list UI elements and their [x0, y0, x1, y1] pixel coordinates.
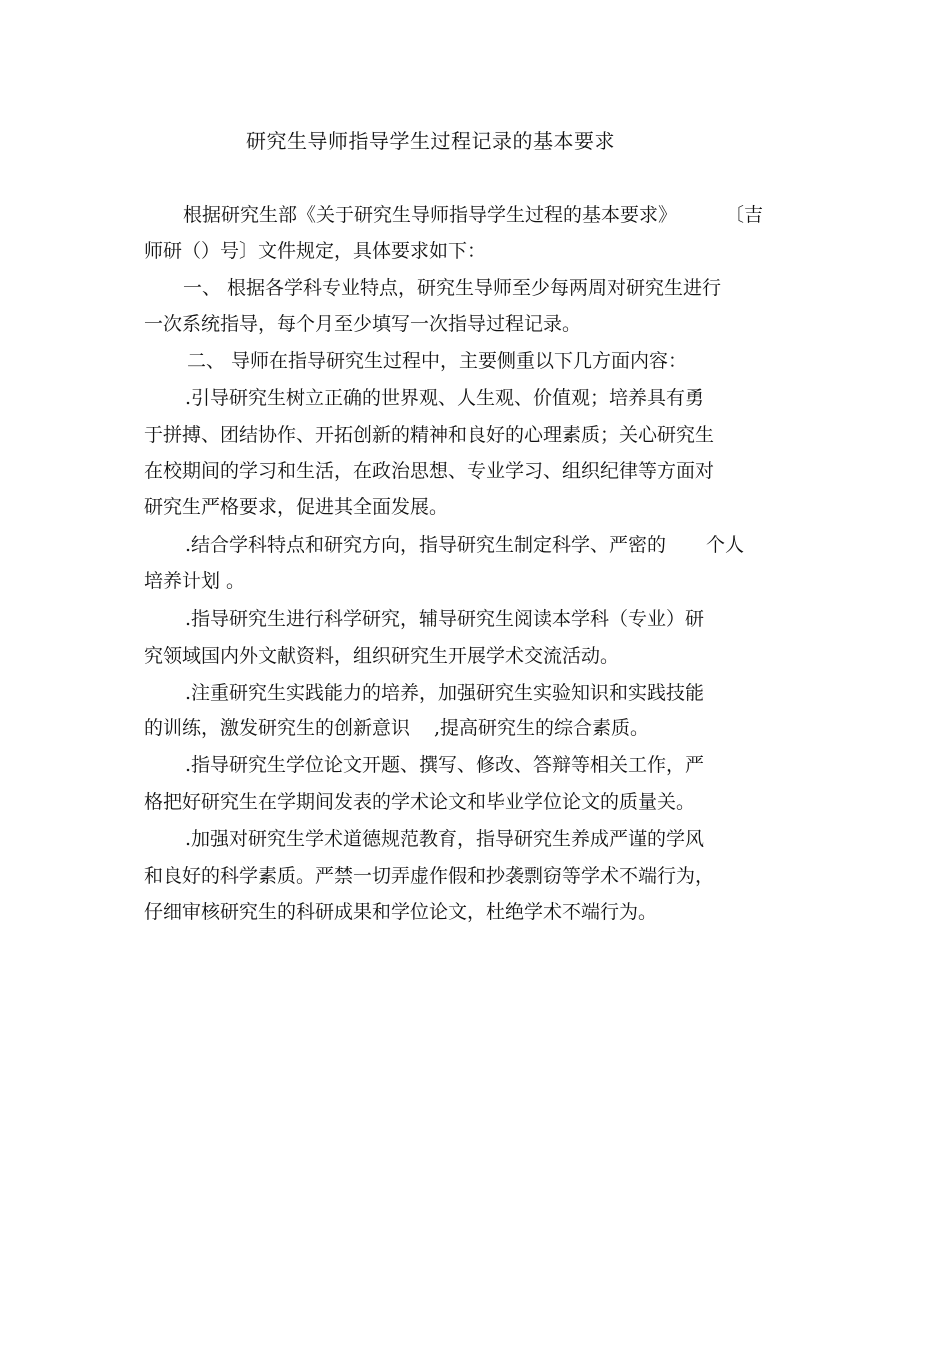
- item1-line-1: .引导研究生树立正确的世界观、人生观、价值观；培养具有勇: [185, 387, 705, 409]
- item4-line-1: .注重研究生实践能力的培养，加强研究生实验知识和实践技能: [185, 682, 705, 704]
- item2-text: .结合学科特点和研究方向，指导研究生制定科学、严密的: [185, 534, 667, 556]
- item6-line-3: 仔细审核研究生的科研成果和学位论文，杜绝学术不端行为。: [144, 901, 658, 923]
- item1-line-2: 于拼搏、团结协作、开拓创新的精神和良好的心理素质；关心研究生: [144, 424, 715, 446]
- item2-line-1: [185, 533, 744, 557]
- item4-text-end: ,提高研究生的综合素质。: [434, 717, 650, 739]
- item1-line-3: 在校期间的学习和生活，在政治思想、专业学习、组织纪律等方面对: [144, 460, 715, 482]
- item3-line-1: .指导研究生进行科学研究，辅导研究生阅读本学科（专业）研: [185, 608, 705, 630]
- item2-text-end: 个人: [706, 534, 745, 556]
- item4-line-2: [144, 716, 649, 740]
- section1-line-2: 一次系统指导，每个月至少填写一次指导过程记录。: [144, 313, 582, 335]
- item6-line-2: 和良好的科学素质。严禁一切弄虚作假和抄袭剽窃等学术不端行为，: [144, 865, 715, 887]
- intro-text: 根据研究生部《关于研究生导师指导学生过程的基本要求》: [183, 204, 678, 226]
- intro-doc-number-prefix: 〔吉: [725, 204, 764, 226]
- item6-line-1: .加强对研究生学术道德规范教育，指导研究生养成严谨的学风: [185, 828, 705, 850]
- item1-line-4: 研究生严格要求，促进其全面发展。: [144, 496, 449, 518]
- item2-line-2: 培养计划 。: [144, 570, 246, 592]
- intro-line-1: [183, 203, 763, 227]
- item5-line-2: 格把好研究生在学期间发表的学术论文和毕业学位论文的质量关。: [144, 791, 696, 813]
- document-title: 研究生导师指导学生过程记录的基本要求: [246, 129, 615, 153]
- item3-line-2: 究领域国内外文献资料，组织研究生开展学术交流活动。: [144, 645, 620, 667]
- section2-heading: 二、 导师在指导研究生过程中，主要侧重以下几方面内容：: [187, 350, 688, 372]
- intro-line-2: 师研（）号〕文件规定，具体要求如下：: [144, 240, 487, 262]
- item4-text: 的训练，激发研究生的创新意识: [144, 717, 411, 739]
- item5-line-1: .指导研究生学位论文开题、撰写、修改、答辩等相关工作，严: [185, 754, 705, 776]
- section1-line-1: 一、 根据各学科专业特点，研究生导师至少每两周对研究生进行: [183, 277, 722, 299]
